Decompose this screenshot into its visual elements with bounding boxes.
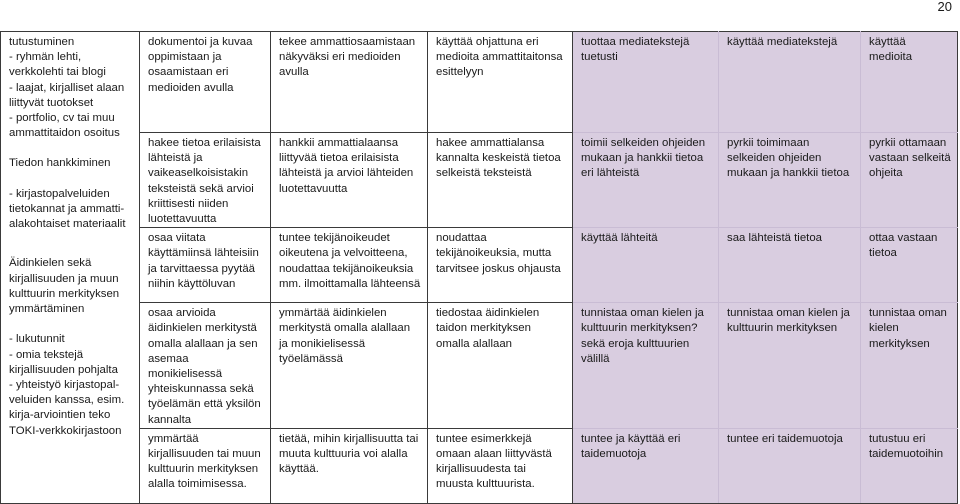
assessment-table (0, 31, 958, 504)
table-cell: noudattaa tekijänoikeuksia, mutta tarvitsee joskus ohjausta (428, 228, 573, 303)
table-cell: pyrkii toimimaan selkeiden ohjeiden mukaan ja hankkii tietoa (719, 133, 861, 228)
table-cell: hakee tietoa erilaisista lähteistä ja vaikeaselkoisistakin teksteistä sekä arvioi kriittisesti niiden luotettavuutta (140, 133, 271, 228)
table-cell: käyttää mediatekstejä (719, 32, 861, 133)
table-row (1, 303, 958, 429)
table-cell: ymmärtää kirjallisuuden tai muun kulttuurin merkityksen alalla toimimisessa. (140, 428, 271, 503)
table-cell: käyttää medioita (861, 32, 958, 133)
table-cell: ymmärtää äidinkielen merkitystä omalla alallaan ja monikielisessä työelämässä (271, 303, 428, 429)
table-cell: tekee ammattiosaamistaan näkyväksi eri medioiden avulla (271, 32, 428, 133)
table-cell: tunnistaa oman kielen ja kulttuurin merkityksen (719, 303, 861, 429)
table-cell: ottaa vastaan tietoa (861, 228, 958, 303)
table-cell: hankkii ammattialaansa liittyvää tietoa erilaisista lähteistä ja arvioi lähteiden luotettavuutta (271, 133, 428, 228)
table-cell: hakee ammattialansa kannalta keskeistä tietoa selkeistä teksteistä (428, 133, 573, 228)
table-cell: toimii selkeiden ohjeiden mukaan ja hankkii tietoa eri lähteistä (573, 133, 719, 228)
table-row (1, 228, 958, 303)
table-cell: tuntee ja käyttää eri taidemuotoja (573, 428, 719, 503)
table-cell: tunnistaa oman kielen ja kulttuurin merkityksen? sekä eroja kulttuurien välillä (573, 303, 719, 429)
table-cell: tunnistaa oman kielen merkityksen (861, 303, 958, 429)
left-block-2: Tiedon hankkiminen - kirjastopalveluiden tietokannat ja ammatti-alakohtaiset materiaalit (9, 157, 126, 231)
table-cell: osaa arvioida äidinkielen merkitystä omalla alallaan ja sen asemaa monikielisessä yhteiskunnassa sekä työelämän että yksilön kannalta (140, 303, 271, 429)
left-block-3: Äidinkielen sekä kirjallisuuden ja muun kulttuurin merkityksen ymmärtäminen - lukutunnit - omia tekstejä kirjallisuuden pohjalta - yhteistyö kirjastopal-veluiden kanssa, esim. kirja-arviointien teko TOKI-verkkokirjastoon (9, 257, 125, 437)
table-row (1, 428, 958, 503)
table-cell: tiedostaa äidinkielen taidon merkityksen omalla alallaan (428, 303, 573, 429)
table-cell: dokumentoi ja kuvaa oppimistaan ja osaamistaan eri medioiden avulla (140, 32, 271, 133)
table-cell: osaa viitata käyttämiinsä lähteisiin ja tarvittaessa pyytää niihin käyttöluvan (140, 228, 271, 303)
table-cell: tuntee esimerkkejä omaan alaan liittyvästä kirjallisuudesta tai muusta kulttuurista. (428, 428, 573, 503)
table-cell: käyttää ohjattuna eri medioita ammattitaitonsa esittelyyn (428, 32, 573, 133)
table-cell: tuntee eri taidemuotoja (719, 428, 861, 503)
table-cell: tuottaa mediatekstejä tuetusti (573, 32, 719, 133)
table-cell: pyrkii ottamaan vastaan selkeitä ohjeita (861, 133, 958, 228)
table-row (1, 32, 958, 133)
left-column-cell (1, 32, 140, 504)
table-cell: käyttää lähteitä (573, 228, 719, 303)
table-cell: tietää, mihin kirjallisuutta tai muuta kulttuuria voi alalla käyttää. (271, 428, 428, 503)
table-cell: tutustuu eri taidemuotoihin (861, 428, 958, 503)
table-cell: saa lähteistä tietoa (719, 228, 861, 303)
table-row (1, 133, 958, 228)
page-number: 20 (937, 0, 952, 14)
table-cell: tuntee tekijänoikeudet oikeutena ja velvoitteena, noudattaa tekijänoikeuksia mm. ilmoittamalla lähteensä (271, 228, 428, 303)
left-block-1: tutustuminen - ryhmän lehti, verkkolehti tai blogi - laajat, kirjalliset alaan liittyvät tuotokset - portfolio, cv tai muu ammattitaidon osoitus (9, 36, 125, 140)
